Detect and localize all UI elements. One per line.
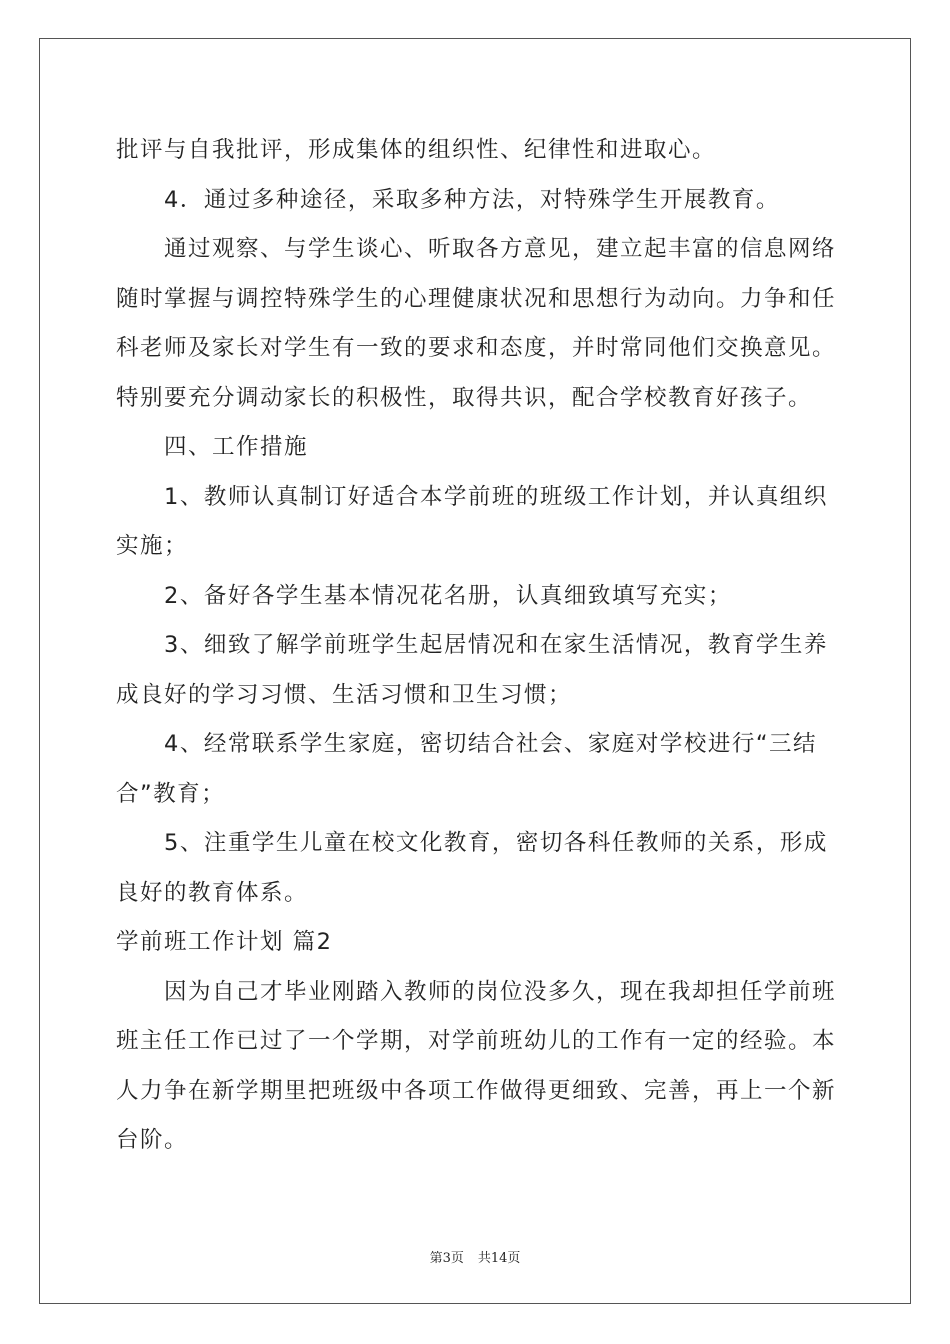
text-line: 人力争在新学期里把班级中各项工作做得更细致、完善，再上一个新 xyxy=(116,1077,837,1104)
text-line: 实施； xyxy=(116,533,189,559)
text-line: 批评与自我批评，形成集体的组织性、纪律性和进取心。 xyxy=(116,137,717,163)
total-pages: 共14页 xyxy=(477,1251,521,1266)
text-line: 随时掌握与调控特殊学生的心理健康状况和思想行为动向。力争和任 xyxy=(116,285,837,312)
article-title: 学前班工作计划 篇2 xyxy=(116,929,333,955)
text-line: 台阶。 xyxy=(116,1127,189,1153)
page-number: 第3页 xyxy=(429,1251,464,1266)
text-line: 科老师及家长对学生有一致的要求和态度，并时常同他们交换意见。 xyxy=(116,335,837,361)
text-line: 成良好的学习习惯、生活习惯和卫生习惯； xyxy=(116,681,573,708)
text-line: 特别要充分调动家长的积极性，取得共识，配合学校教育好孩子。 xyxy=(116,384,813,411)
text-line: 班主任工作已过了一个学期，对学前班幼儿的工作有一定的经验。本 xyxy=(116,1028,837,1054)
text-line: 2、备好各学生基本情况花名册，认真细致填写充实； xyxy=(164,582,732,609)
section-heading: 四、工作措施 xyxy=(164,434,309,460)
text-line: 合”教育； xyxy=(116,780,226,807)
text-line: 4．通过多种途径，采取多种方法，对特殊学生开展教育。 xyxy=(164,186,780,213)
text-line: 通过观察、与学生谈心、听取各方意见，建立起丰富的信息网络 xyxy=(164,236,837,262)
document-body xyxy=(116,126,836,1166)
text-line: 1、教师认真制订好适合本学前班的班级工作计划，并认真组织 xyxy=(164,483,828,510)
text-line: 3、细致了解学前班学生起居情况和在家生活情况，教育学生养 xyxy=(164,632,828,658)
text-line: 4、经常联系学生家庭，密切结合社会、家庭对学校进行“三结 xyxy=(164,731,817,757)
text-line: 良好的教育体系。 xyxy=(116,879,309,906)
text-line: 5、注重学生儿童在校文化教育，密切各科任教师的关系，形成 xyxy=(164,830,828,856)
text-line: 因为自己才毕业刚踏入教师的岗位没多久，现在我却担任学前班 xyxy=(164,978,837,1005)
page-footer xyxy=(0,1247,950,1266)
